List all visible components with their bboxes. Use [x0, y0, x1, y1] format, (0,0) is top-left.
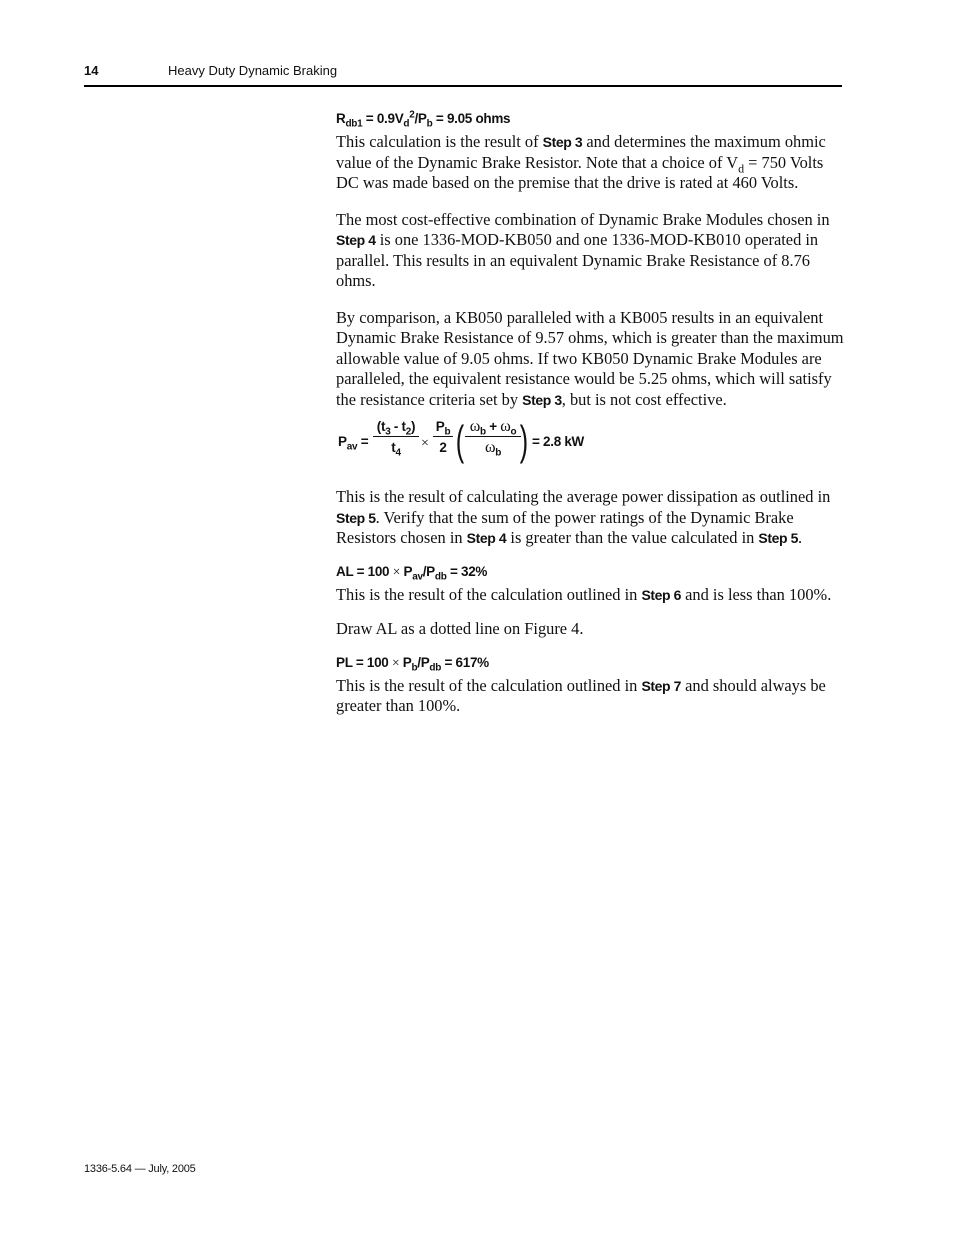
eq-subscript: d — [403, 118, 410, 130]
eq-subscript: 4 — [395, 447, 401, 459]
fraction-denominator — [465, 437, 521, 457]
eq-subscript: b — [444, 426, 451, 438]
eq-text: AL = 100 — [336, 563, 393, 579]
para-text: Draw AL as a dotted line on Figure 4. — [336, 619, 584, 638]
multiply-sign: × — [392, 563, 401, 579]
eq-subscript: db — [434, 571, 447, 583]
fraction-numerator — [433, 418, 453, 436]
eq-text: = 617% — [441, 654, 489, 670]
para-text: , but is not cost effective. — [561, 389, 727, 409]
eq-lhs — [338, 433, 368, 451]
eq-text: t — [391, 440, 396, 455]
para-text: is greater than the value calculated in — [506, 528, 759, 547]
paragraph-rdb1-explanation — [336, 132, 844, 194]
step-reference: Step 5 — [336, 509, 376, 526]
para-text: and determines the maximum ohmic value of the Dynamic Brake Resistor. Note that a choice of V — [336, 132, 826, 172]
fraction-denominator — [373, 437, 419, 457]
step-reference: Step 4 — [336, 232, 376, 248]
para-text: is one 1336-MOD-KB050 and one 1336-MOD-KB010 operated in parallel. This results in an equivalent Dynamic Brake Resistance of 8.76 ohms. — [336, 230, 819, 290]
para-text: By comparison, a KB050 paralleled with a KB005 results in an equivalent Dynamic Brake Resistance of 9.57 ohms, which is greater than the maximum allowable value of 9.05 ohms. If two KB050 Dynamic Brake Modules are paralleled, the equivalent resistance would be 5.25 ohms, which will satisfy the resistance criteria set by — [336, 307, 844, 409]
equation-pl — [336, 654, 844, 672]
eq-text: = — [357, 434, 369, 449]
eq-superscript: 2 — [409, 109, 415, 121]
eq-text: P — [435, 419, 445, 434]
paragraph-pl-result — [336, 676, 844, 717]
eq-subscript: o — [510, 426, 517, 438]
eq-subscript: 2 — [405, 426, 412, 438]
para-text: This is the result of the calculation outlined in — [336, 675, 642, 695]
fraction-numerator — [373, 418, 419, 436]
paragraph-module-combination — [336, 210, 844, 292]
eq-subscript: av — [412, 571, 423, 583]
fraction-denominator: 2 — [439, 440, 447, 455]
fraction-speed — [465, 418, 521, 457]
step-reference: Step 3 — [522, 391, 562, 408]
step-reference: Step 5 — [758, 530, 799, 546]
eq-text: /P — [422, 563, 435, 579]
para-text: and should always be greater than 100%. — [336, 675, 826, 715]
equation-al — [336, 563, 844, 581]
paragraph-average-power — [336, 487, 844, 549]
running-title: Heavy Duty Dynamic Braking — [168, 63, 338, 78]
eq-text: = 9.05 ohms — [432, 111, 511, 126]
equation-rdb1 — [336, 110, 844, 128]
eq-subscript: b — [426, 118, 433, 130]
open-parenthesis: ( — [455, 417, 464, 464]
step-reference: Step 6 — [641, 586, 682, 603]
eq-text: P — [400, 563, 413, 579]
eq-text: ) — [411, 419, 416, 434]
eq-text: - t — [390, 419, 406, 434]
close-parenthesis: ) — [519, 417, 528, 464]
step-reference: Step 7 — [641, 677, 682, 694]
step-reference: Step 4 — [466, 530, 507, 546]
para-text: This is the result of calculating the average power dissipation as outlined in — [336, 487, 831, 506]
eq-subscript: b — [495, 447, 502, 459]
para-text: This calculation is the result of — [336, 132, 543, 151]
eq-subscript: db — [429, 662, 442, 674]
page-footer: 1336-5.64 — July, 2005 — [84, 1163, 196, 1175]
eq-subscript: av — [346, 441, 358, 453]
eq-text: PL = 100 — [336, 654, 392, 670]
para-text: This is the result of the calculation outlined in — [336, 584, 642, 604]
omega-symbol: ω — [469, 418, 480, 435]
eq-subscript: b — [479, 426, 486, 438]
para-text: = 750 Volts DC was made based on the premise that the drive is rated at 460 Volts. — [336, 152, 824, 192]
multiply-sign: × — [391, 654, 400, 670]
eq-text: /P — [417, 654, 430, 670]
eq-subscript: 3 — [385, 426, 391, 438]
multiply-sign: × — [421, 436, 429, 451]
eq-text: = 0.9V — [362, 111, 404, 126]
eq-subscript: db1 — [345, 118, 363, 130]
fraction-power — [433, 418, 453, 457]
omega-symbol: ω — [500, 418, 511, 435]
eq-text: R — [336, 111, 346, 126]
paragraph-draw-al — [336, 619, 844, 640]
page-header — [84, 63, 842, 87]
equation-pav — [336, 418, 844, 470]
main-content — [336, 110, 844, 717]
eq-result: = 2.8 kW — [532, 434, 585, 449]
eq-text: /P — [414, 111, 427, 126]
eq-text: P — [338, 434, 347, 449]
para-text: . Verify that the sum of the power ratings of the Dynamic Brake Resistors chosen in — [336, 507, 794, 547]
para-text: The most cost-effective combination of Dynamic Brake Modules chosen in — [336, 209, 830, 229]
page-number: 14 — [84, 63, 99, 78]
fraction-time — [373, 418, 419, 457]
step-reference: Step 3 — [542, 134, 583, 150]
eq-text: = 32% — [446, 563, 488, 579]
paragraph-al-result — [336, 585, 844, 606]
para-text: . — [798, 528, 803, 547]
para-subscript: d — [738, 160, 745, 175]
paragraph-comparison — [336, 308, 844, 411]
eq-text: P — [399, 654, 412, 670]
para-text: and is less than 100%. — [681, 584, 832, 604]
eq-subscript: b — [411, 662, 418, 674]
omega-symbol: ω — [484, 439, 496, 456]
eq-text: + — [485, 419, 501, 434]
eq-text: (t — [376, 419, 386, 434]
fraction-numerator — [465, 418, 521, 436]
